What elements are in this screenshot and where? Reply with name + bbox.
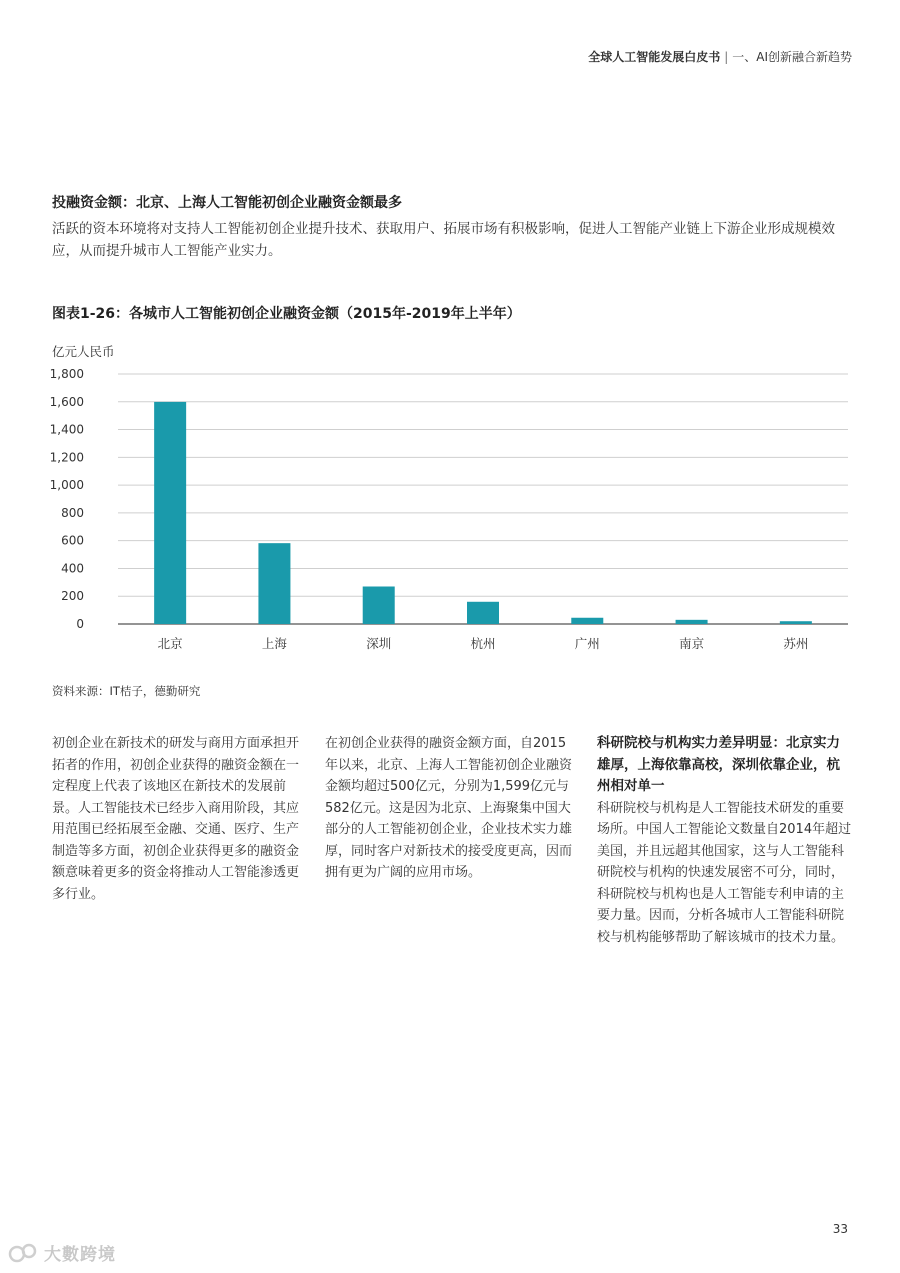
- y-tick-label: 800: [61, 505, 84, 520]
- report-title: 全球人工智能发展白皮书: [588, 50, 721, 64]
- bar: [363, 587, 395, 625]
- column-1-body: 初创企业在新技术的研发与商用方面承担开拓者的作用，初创企业获得的融资金额在一定程度上代表了该地区在新技术的发展前景。人工智能技术已经步入商用阶段，其应用范围已经拓展至金融、交通、医疗、生产制造等多方面，初创企业获得更多的融资金额意味着更多的资金将推动人工智能渗透更多行业。: [52, 736, 300, 902]
- bar: [258, 543, 290, 624]
- intro-heading: 投融资金额：北京、上海人工智能初创企业融资金额最多: [52, 195, 402, 211]
- watermark-text: 大數跨境: [44, 1245, 116, 1265]
- y-tick-label: 1,200: [49, 450, 84, 465]
- y-tick-label: 1,600: [49, 394, 84, 409]
- bar: [154, 402, 186, 624]
- header-separator: |: [724, 50, 729, 64]
- column-2-body: 在初创企业获得的融资金额方面，自2015年以来，北京、上海人工智能初创企业融资金额均超过500亿元，分别为1,599亿元与582亿元。这是因为北京、上海聚集中国大部分的人工智能初创企业，企业技术实力雄厚，同时客户对新技术的接受度更高，因而拥有更为广阔的应用市场。: [325, 736, 573, 880]
- text-column-3: [597, 733, 852, 948]
- column-3-body: 科研院校与机构是人工智能技术研发的重要场所。中国人工智能论文数量自2014年超过美国，并且远超其他国家，这与人工智能科研院校与机构的快速发展密不可分，同时，科研院校与机构也是人工智能专利申请的主要力量。因而，分析各城市人工智能科研院校与机构能够帮助了解该城市的技术力量。: [597, 800, 852, 945]
- watermark: [8, 1240, 116, 1265]
- section-title: 一、AI创新融合新趋势: [732, 50, 852, 64]
- column-3-heading: 科研院校与机构实力差异明显：北京实力雄厚，上海依靠高校，深圳依靠企业，杭州相对单一: [597, 735, 840, 794]
- x-tick-label: 南京: [679, 636, 705, 651]
- x-tick-label: 杭州: [470, 636, 496, 651]
- text-column-2: [325, 733, 577, 884]
- chart-unit-label: 亿元人民币: [52, 344, 115, 359]
- intro-section: [52, 192, 852, 262]
- bar: [467, 602, 499, 624]
- y-tick-label: 400: [61, 561, 84, 576]
- y-tick-label: 1,800: [49, 367, 84, 381]
- intro-body: 活跃的资本环境将对支持人工智能初创企业提升技术、获取用户、拓展市场有积极影响，促进人工智能产业链上下游企业形成规模效应，从而提升城市人工智能产业实力。: [52, 221, 835, 259]
- watermark-logo-icon: [8, 1242, 38, 1264]
- x-tick-label: 北京: [157, 636, 183, 651]
- x-tick-label: 深圳: [366, 636, 392, 651]
- y-tick-label: 0: [76, 617, 84, 631]
- y-tick-label: 600: [61, 533, 84, 548]
- page-header: [588, 48, 852, 65]
- figure-title: 图表1-26：各城市人工智能初创企业融资金额（2015年-2019年上半年）: [52, 306, 521, 322]
- bar: [676, 620, 708, 624]
- y-tick-label: 1,000: [49, 478, 84, 493]
- y-tick-label: 1,400: [49, 422, 84, 437]
- figure-source: 资料来源：IT桔子，德勤研究: [52, 684, 201, 698]
- text-column-1: [52, 733, 307, 905]
- bar: [571, 618, 603, 624]
- bar: [780, 621, 812, 624]
- x-tick-label: 上海: [261, 636, 287, 651]
- y-tick-label: 200: [61, 589, 84, 604]
- bar-chart: [40, 360, 860, 660]
- page-number: 33: [832, 1222, 848, 1236]
- x-tick-label: 广州: [574, 636, 600, 651]
- x-tick-label: 苏州: [783, 636, 809, 651]
